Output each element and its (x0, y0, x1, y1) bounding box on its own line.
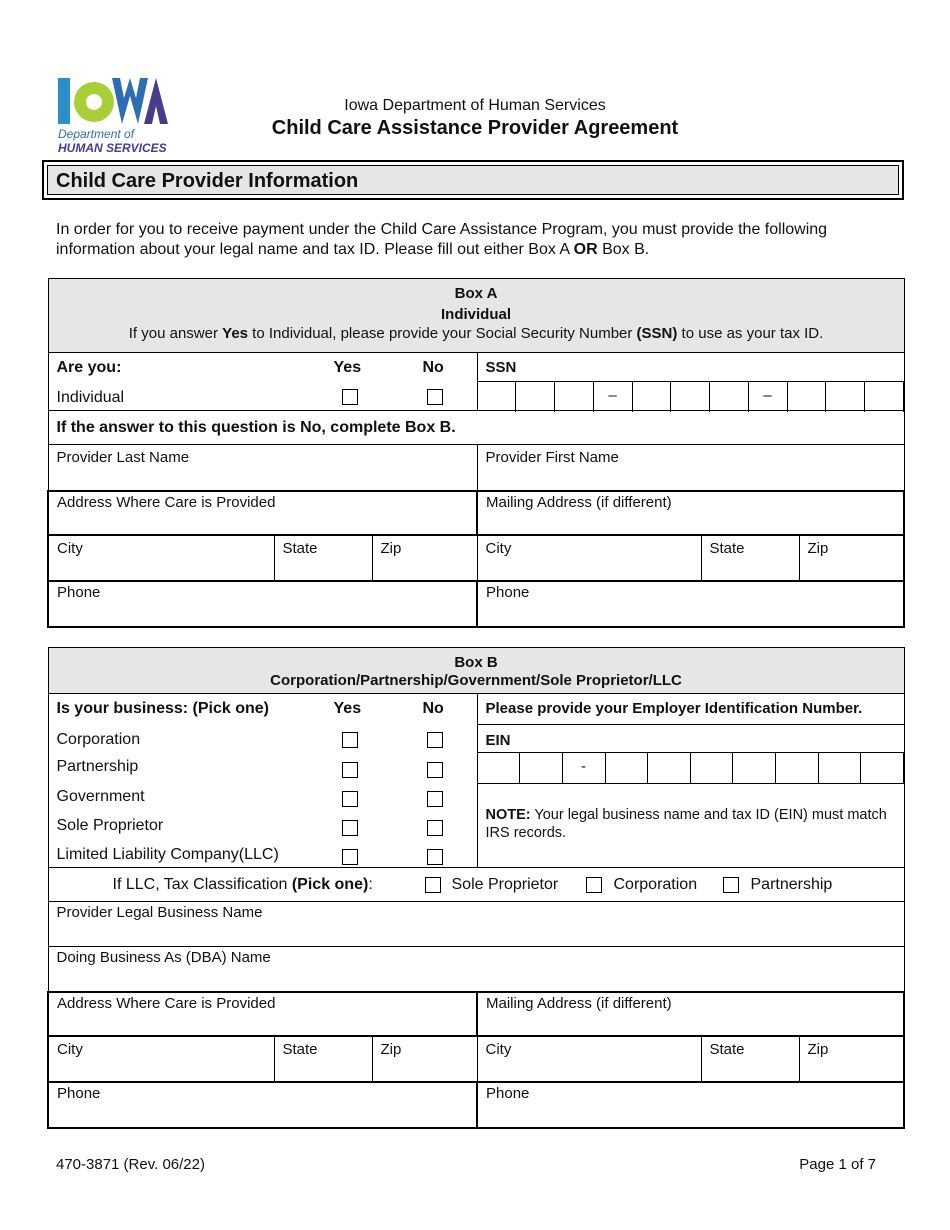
b-zip-field[interactable]: Zip (372, 1036, 477, 1082)
ein-label: EIN (485, 732, 511, 749)
ein-cell (477, 694, 904, 868)
phone-field[interactable]: Phone (48, 581, 477, 627)
llc-partnership-checkbox[interactable] (723, 877, 739, 893)
sole-proprietor-no-checkbox[interactable] (427, 820, 443, 836)
llc-opt-corporation: Corporation (613, 876, 698, 893)
option-government: Government (56, 788, 145, 805)
corporation-yes-checkbox[interactable] (342, 732, 358, 748)
intro-text: In order for you to receive payment under the Child Care Assistance Program, you must provide the following information about your legal name and tax ID. Please fill out either Box A OR Box B. (56, 221, 828, 258)
logo-sub1: Department of (58, 127, 135, 141)
box-b (47, 647, 905, 1129)
state-field[interactable]: State (274, 535, 372, 581)
llc-opt-partnership: Partnership (750, 876, 833, 893)
ein-prompt: Please provide your Employer Identification Number. (485, 700, 863, 717)
box-a-question (48, 353, 477, 411)
ssn-dash-2: – (763, 387, 772, 404)
b-mailing-city-state-zip (477, 1036, 904, 1082)
mailing-address-field[interactable]: Mailing Address (if different) (477, 491, 904, 535)
section-title: Child Care Provider Information (47, 165, 899, 195)
ein-dash: - (581, 758, 586, 775)
are-you-label: Are you: (56, 359, 122, 376)
dhs-logo (58, 76, 170, 156)
llc-sole-proprietor-checkbox[interactable] (425, 877, 441, 893)
mailing-zip-field[interactable]: Zip (807, 539, 829, 557)
individual-no-checkbox[interactable] (427, 389, 443, 405)
agency-name: Iowa Department of Human Services (344, 97, 606, 114)
government-yes-checkbox[interactable] (342, 791, 358, 807)
llc-corporation-checkbox[interactable] (586, 877, 602, 893)
b-city-field[interactable]: City (48, 1036, 274, 1082)
b-phone-field[interactable]: Phone (48, 1082, 477, 1128)
mailing-city-field[interactable]: City (478, 536, 702, 580)
page-number: Page 1 of 7 (799, 1156, 876, 1173)
b-mailing-phone-field[interactable]: Phone (477, 1082, 904, 1128)
box-a-instructions: If you answer Yes to Individual, please provide your Social Security Number (SSN) to use as your tax ID. (128, 325, 824, 342)
city-field[interactable]: City (48, 535, 274, 581)
llc-no-checkbox[interactable] (427, 849, 443, 865)
llc-yes-checkbox[interactable] (342, 849, 358, 865)
corporation-no-checkbox[interactable] (427, 732, 443, 748)
yes-header: Yes (333, 359, 362, 376)
option-llc: Limited Liability Company(LLC) (56, 846, 279, 863)
care-address-field[interactable]: Address Where Care is Provided (48, 491, 477, 535)
form-number: 470-3871 (Rev. 06/22) (56, 1156, 205, 1173)
individual-label: Individual (56, 389, 125, 406)
option-sole-proprietor: Sole Proprietor (56, 817, 164, 834)
sole-proprietor-yes-checkbox[interactable] (342, 820, 358, 836)
b-care-address-field[interactable]: Address Where Care is Provided (48, 992, 477, 1036)
first-name-field[interactable]: Provider First Name (477, 445, 904, 491)
yes-header-b: Yes (333, 700, 362, 717)
mailing-state-field[interactable]: State (702, 536, 800, 580)
government-no-checkbox[interactable] (427, 791, 443, 807)
box-a-header (48, 279, 904, 353)
if-no-instruction: If the answer to this question is No, complete Box B. (48, 411, 904, 445)
dba-name-field[interactable]: Doing Business As (DBA) Name (48, 947, 904, 992)
individual-yes-checkbox[interactable] (342, 389, 358, 405)
box-b-subtitle: Corporation/Partnership/Government/Sole Proprietor/LLC (270, 672, 682, 689)
llc-opt-sole-proprietor: Sole Proprietor (451, 876, 559, 893)
ssn-cell (477, 353, 904, 411)
ssn-dash-1: – (608, 387, 617, 404)
ein-note: NOTE: Your legal business name and tax ID (EIN) must match IRS records. (485, 807, 887, 841)
box-a (47, 278, 905, 628)
box-a-subtitle: Individual (441, 306, 512, 323)
zip-field[interactable]: Zip (372, 535, 477, 581)
b-state-field[interactable]: State (274, 1036, 372, 1082)
logo-sub2: HUMAN SERVICES (58, 141, 167, 155)
b-mailing-address-field[interactable]: Mailing Address (if different) (477, 992, 904, 1036)
option-partnership: Partnership (56, 758, 139, 775)
is-business-label: Is your business: (Pick one) (56, 700, 269, 717)
mailing-phone-field[interactable]: Phone (477, 581, 904, 627)
business-type-cell (48, 694, 477, 868)
last-name-field[interactable]: Provider Last Name (48, 445, 477, 491)
b-mailing-zip-field[interactable]: Zip (807, 1040, 829, 1058)
no-header: No (422, 359, 444, 376)
ssn-input[interactable] (478, 381, 905, 412)
mailing-city-state-zip (477, 535, 904, 581)
ein-input[interactable] (478, 752, 905, 784)
legal-business-name-field[interactable]: Provider Legal Business Name (48, 902, 904, 947)
partnership-yes-checkbox[interactable] (342, 762, 358, 778)
box-b-header (48, 648, 904, 694)
b-mailing-state-field[interactable]: State (702, 1037, 800, 1081)
llc-classification-row (48, 868, 904, 902)
b-mailing-city-field[interactable]: City (478, 1037, 702, 1081)
no-header-b: No (422, 700, 444, 717)
box-a-title: Box A (454, 285, 498, 302)
box-b-title: Box B (454, 654, 498, 671)
form-title: Child Care Assistance Provider Agreement (271, 117, 679, 139)
ssn-label: SSN (485, 359, 517, 376)
llc-label: If LLC, Tax Classification (Pick one): (112, 876, 373, 893)
option-corporation: Corporation (56, 731, 141, 748)
partnership-no-checkbox[interactable] (427, 762, 443, 778)
